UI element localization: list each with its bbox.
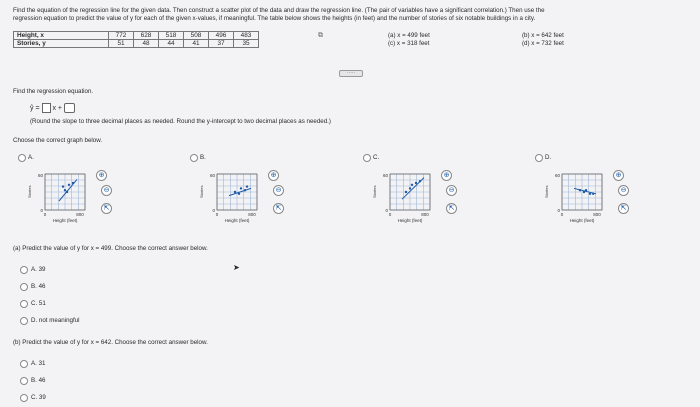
data-table [13,31,259,48]
zoom-in-icon[interactable]: ⊕ [96,170,107,181]
zoom-in-icon[interactable]: ⊕ [441,170,452,181]
option-a-c[interactable]: C. 51 [31,300,46,307]
radio-a-b[interactable] [20,283,28,291]
data-point [589,193,591,195]
y-tick-max: 60 [209,173,215,178]
x-tick-max: 800 [593,212,601,217]
graph-thumbnail [368,168,438,226]
graph-option-label[interactable]: C. [373,154,380,161]
data-point [585,189,587,191]
row-label-stories: Stories, y [14,40,109,48]
data-point [68,184,70,186]
data-point [419,180,421,182]
x-tick-max: 800 [421,212,429,217]
table-cell: 48 [134,40,159,48]
zoom-out-icon[interactable]: ⊖ [273,185,284,196]
data-point [579,189,581,191]
table-row [14,40,259,48]
data-point [62,185,64,187]
graph-radio[interactable] [535,154,543,162]
option-a-d[interactable]: D. not meaningful [31,317,80,324]
y-tick-min: 0 [40,208,43,213]
y-axis-label: Stories [372,185,377,198]
x-tick-max: 800 [76,212,84,217]
graph-thumbnail [23,168,93,226]
zoom-out-icon[interactable]: ⊖ [618,185,629,196]
graph-option-label[interactable]: D. [545,154,552,161]
intercept-input[interactable] [64,103,75,113]
x-axis-label: Height (feet) [397,218,423,223]
x-tick-min: 0 [43,212,47,217]
radio-a-c[interactable] [20,300,28,308]
radio-b-c[interactable] [20,394,28,402]
popout-icon[interactable]: ⇱ [273,203,284,214]
regression-equation [30,103,75,113]
option-b-b[interactable]: B. 46 [31,377,46,384]
expand-handle[interactable]: ····· [339,70,363,77]
plus-label: x + [52,104,62,112]
graph-radio[interactable] [363,154,371,162]
data-point [234,191,236,193]
table-cell: 483 [234,32,259,40]
table-cell: 51 [109,40,134,48]
zoom-out-icon[interactable]: ⊖ [446,185,457,196]
x-tick-min: 0 [388,212,392,217]
part-a-prompt: (a) Predict the value of y for x = 499. Choose the correct answer below. [13,245,208,252]
y-axis-label: Stories [27,185,32,198]
zoom-in-icon[interactable]: ⊕ [613,170,624,181]
popout-icon[interactable]: ⇱ [446,203,457,214]
slope-input[interactable] [42,103,51,113]
data-point [66,191,68,193]
y-tick-min: 0 [212,208,215,213]
xvalue-a: (a) x = 499 feet [388,32,430,39]
x-tick-min: 0 [560,212,564,217]
zoom-out-icon[interactable]: ⊖ [101,185,112,196]
data-point [405,191,407,193]
x-tick-min: 0 [215,212,219,217]
data-point [415,182,417,184]
table-cell: 44 [159,40,184,48]
graph-thumbnail [540,168,610,226]
graph-thumbnail [195,168,265,226]
option-b-c[interactable]: C. 39 [31,394,46,401]
table-cell: 35 [234,40,259,48]
y-tick-max: 60 [37,173,43,178]
x-axis-label: Height (feet) [52,218,78,223]
table-cell: 37 [209,40,234,48]
xvalue-d: (d) x = 732 feet [522,40,564,47]
graph-radio[interactable] [190,154,198,162]
table-cell: 772 [109,32,134,40]
xvalue-b: (b) x = 642 feet [522,32,564,39]
table-cell: 41 [184,40,209,48]
part-b-prompt: (b) Predict the value of y for x = 642. Choose the correct answer below. [13,339,208,346]
table-cell: 518 [159,32,184,40]
graph-prompt: Choose the correct graph below. [13,137,103,144]
y-axis-label: Stories [199,185,204,198]
y-tick-min: 0 [385,208,388,213]
y-tick-max: 60 [382,173,388,178]
zoom-in-icon[interactable]: ⊕ [268,170,279,181]
option-a-a[interactable]: A. 39 [31,266,46,273]
data-point [411,184,413,186]
data-point [240,187,242,189]
data-point [246,185,248,187]
mouse-cursor-icon: ➤ [233,263,240,272]
problem-line-2: regression equation to predict the value of y for each of the given x-values, if meaningful. The table below shows the heights (in feet) and the number of stories of six notable buildings in a city. [13,15,536,22]
regression-prompt: Find the regression equation. [13,88,94,95]
table-row [14,32,259,40]
popout-icon[interactable]: ⇱ [101,203,112,214]
yhat-label: ŷ = [30,104,40,112]
table-cell: 628 [134,32,159,40]
data-point [238,193,240,195]
popout-icon[interactable]: ⇱ [618,203,629,214]
y-axis-label: Stories [544,185,549,198]
radio-b-a[interactable] [20,360,28,368]
table-cell: 508 [184,32,209,40]
radio-a-a[interactable] [20,266,28,274]
graph-option-label[interactable]: A. [28,154,34,161]
data-point [583,191,585,193]
data-point [72,182,74,184]
data-point [592,193,594,195]
data-point [64,189,66,191]
option-b-a[interactable]: A. 31 [31,360,46,367]
x-axis-label: Height (feet) [569,218,595,223]
option-a-b[interactable]: B. 46 [31,283,46,290]
problem-line-1: Find the equation of the regression line for the given data. Then construct a scatter plot of the data and draw the regression line. (The pair of variables have a significant correlation.) Then use the [13,7,545,14]
radio-a-d[interactable] [20,317,28,325]
x-tick-max: 800 [248,212,256,217]
y-tick-min: 0 [557,208,560,213]
table-cell: 496 [209,32,234,40]
copy-table-icon[interactable]: ⧉ [318,32,323,39]
radio-b-b[interactable] [20,377,28,385]
xvalue-c: (c) x = 318 feet [388,40,430,47]
graph-radio[interactable] [18,154,26,162]
graph-option-label[interactable]: B. [200,154,206,161]
x-axis-label: Height (feet) [224,218,250,223]
regression-note: (Round the slope to three decimal places as needed. Round the y-intercept to two decimal places as needed.) [30,118,331,125]
y-tick-max: 60 [554,173,560,178]
data-point [409,187,411,189]
data-point [244,189,246,191]
row-label-height: Height, x [14,32,109,40]
